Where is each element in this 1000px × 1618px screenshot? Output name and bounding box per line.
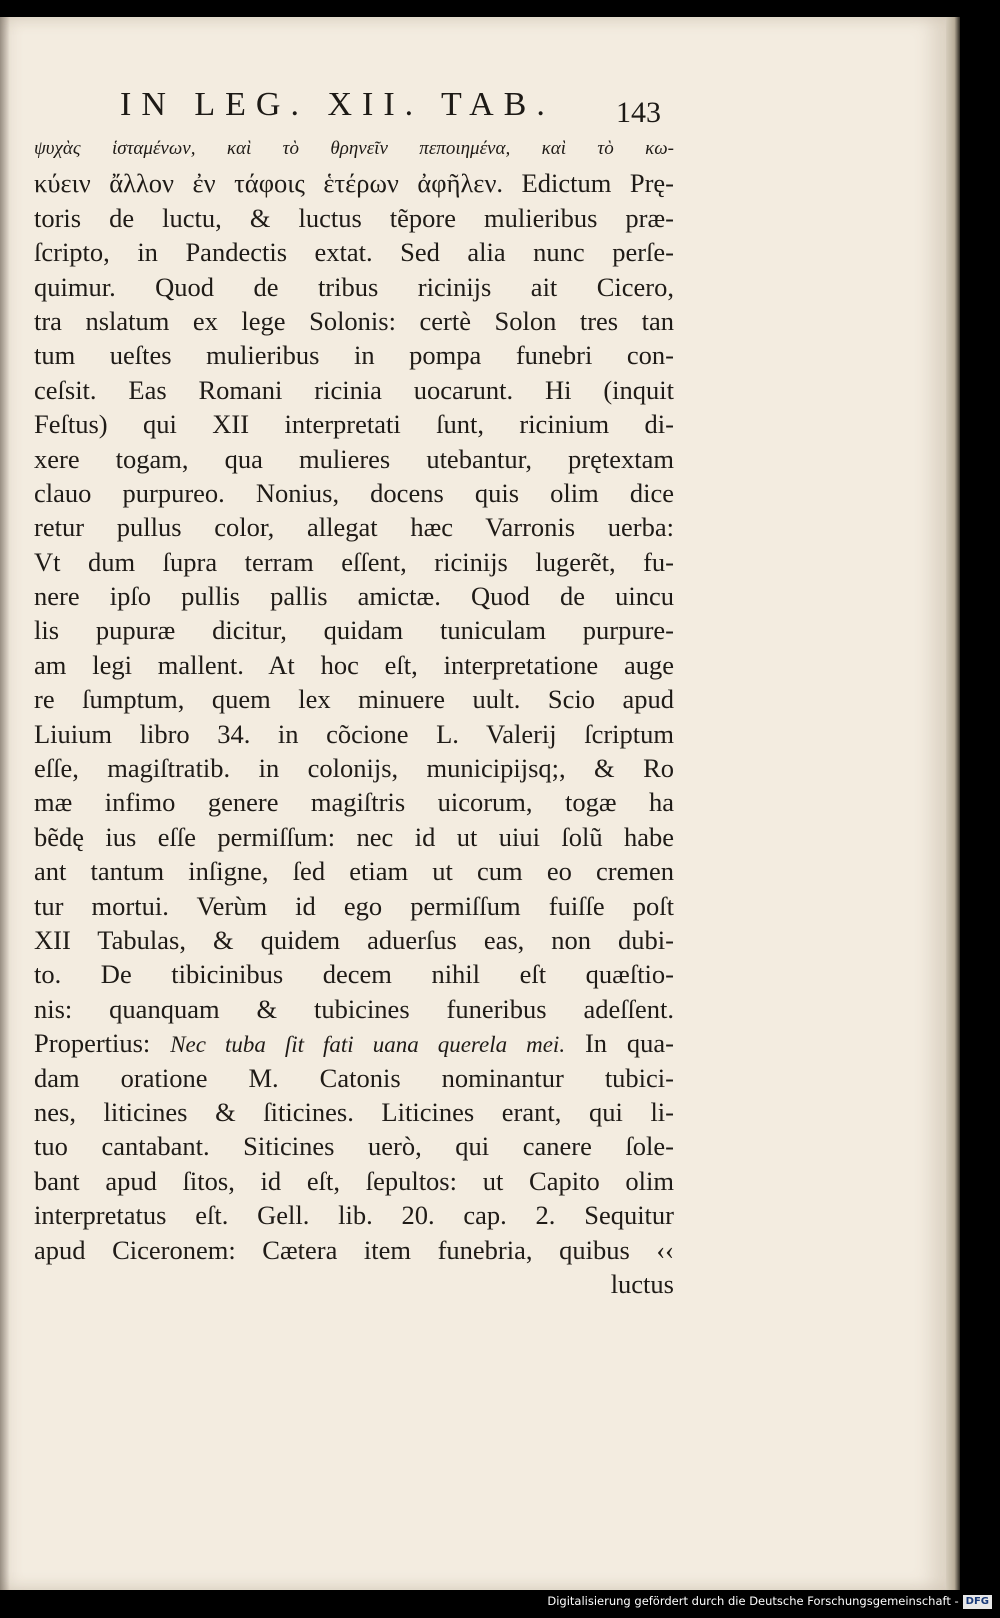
text-line: tum ueſtes mulieribus in pompa funebri con- [34, 340, 674, 371]
text-line: eſſe, magiſtratib. in colonijs, municipijsq;, & Ro [34, 753, 674, 784]
text-line: Liuium libro 34. in cõcione L. Valerij ſcriptum [34, 718, 674, 749]
digitization-footer [0, 1594, 992, 1614]
gutter-shadow [0, 17, 10, 1590]
text-block [34, 132, 674, 1301]
text-line: xere togam, qua mulieres utebantur, prętextam [34, 443, 674, 474]
text-line: ceſsit. Eas Romani ricinia uocarunt. Hi (inquit [34, 374, 674, 405]
text-line: XII Tabulas, & quidem aduerſus eas, non dubi- [34, 924, 674, 955]
text-line: lis pupuræ dicitur, quidam tuniculam purpure- [34, 615, 674, 646]
text-line: toris de luctu, & luctus tẽpore mulieribus præ- [34, 202, 674, 233]
text-line: bẽdę ius eſſe permiſſum: nec id ut uiui ſolũ habe [34, 821, 674, 852]
text-line: retur pullus color, allegat hæc Varronis uerba: [34, 512, 674, 543]
text-line: dam oratione M. Catonis nominantur tubici- [34, 1062, 674, 1093]
text-line: to. De tibicinibus decem nihil eſt quæſtio- [34, 959, 674, 990]
text-line: tur mortui. Verùm id ego permiſſum fuiſſe poſt [34, 890, 674, 921]
catchword: luctus [610, 1268, 674, 1299]
text-line: tuo cantabant. Siticines uerò, qui canere ſole- [34, 1131, 674, 1162]
propertius-after: In qua- [584, 1028, 675, 1059]
text-line: κύειν ἄλλον ἐν τάφοις ἑτέρων ἀφῆλεν. Edictum Prę- [34, 168, 674, 199]
text-line: apud Ciceronem: Cætera item funebria, quibus ‹‹ [34, 1234, 674, 1265]
text-line: tra nslatum ex lege Solonis: certè Solon tres tan [34, 305, 674, 336]
propertius-label: Propertius: [34, 1028, 151, 1059]
text-line: ant tantum inſigne, ſed etiam ut cum eo cremen [34, 856, 674, 887]
text-line: Feſtus) qui XII interpretati ſunt, ricinium di- [34, 409, 674, 440]
text-line: nes, liticines & ſiticines. Liticines erant, qui li- [34, 1096, 674, 1127]
digitization-note: Digitalisierung gefördert durch die Deutsche Forschungsgemeinschaft - [547, 1594, 959, 1608]
running-head: IN LEG. XII. TAB. [120, 86, 555, 123]
page-edge [946, 17, 960, 1590]
propertius-quote: Nec tuba ſit fati uana querela mei. [170, 1032, 566, 1058]
text-line: bant apud ſitos, id eſt, ſepultos: ut Capito olim [34, 1165, 674, 1196]
text-line: ψυχὰς ἱσταμένων, καὶ τὸ θρηνεῖν πεποιημένα, καὶ τὸ κω- [34, 138, 674, 159]
text-line: nis: quanquam & tubicines funeribus adeſſent. [34, 993, 674, 1024]
text-line: quimur. Quod de tribus ricinijs ait Cicero, [34, 271, 674, 302]
text-line: interpretatus eſt. Gell. lib. 20. cap. 2. Sequitur [34, 1200, 674, 1231]
dfg-logo: DFG [963, 1595, 992, 1609]
page-number: 143 [616, 96, 661, 129]
text-line: mæ infimo genere magiſtris uicorum, togæ ha [34, 787, 674, 818]
text-line-propertius [34, 1026, 674, 1060]
text-line: re ſumptum, quem lex minuere uult. Scio apud [34, 684, 674, 715]
text-line: am legi mallent. At hoc eſt, interpretatione auge [34, 649, 674, 680]
text-line: nere ipſo pullis pallis amictæ. Quod de uincu [34, 581, 674, 612]
text-line: Vt dum ſupra terram eſſent, ricinijs lugerẽt, fu- [34, 546, 674, 577]
text-line: ſcripto, in Pandectis extat. Sed alia nunc perſe- [34, 237, 674, 268]
text-line: clauo purpureo. Nonius, docens quis olim dice [34, 477, 674, 508]
